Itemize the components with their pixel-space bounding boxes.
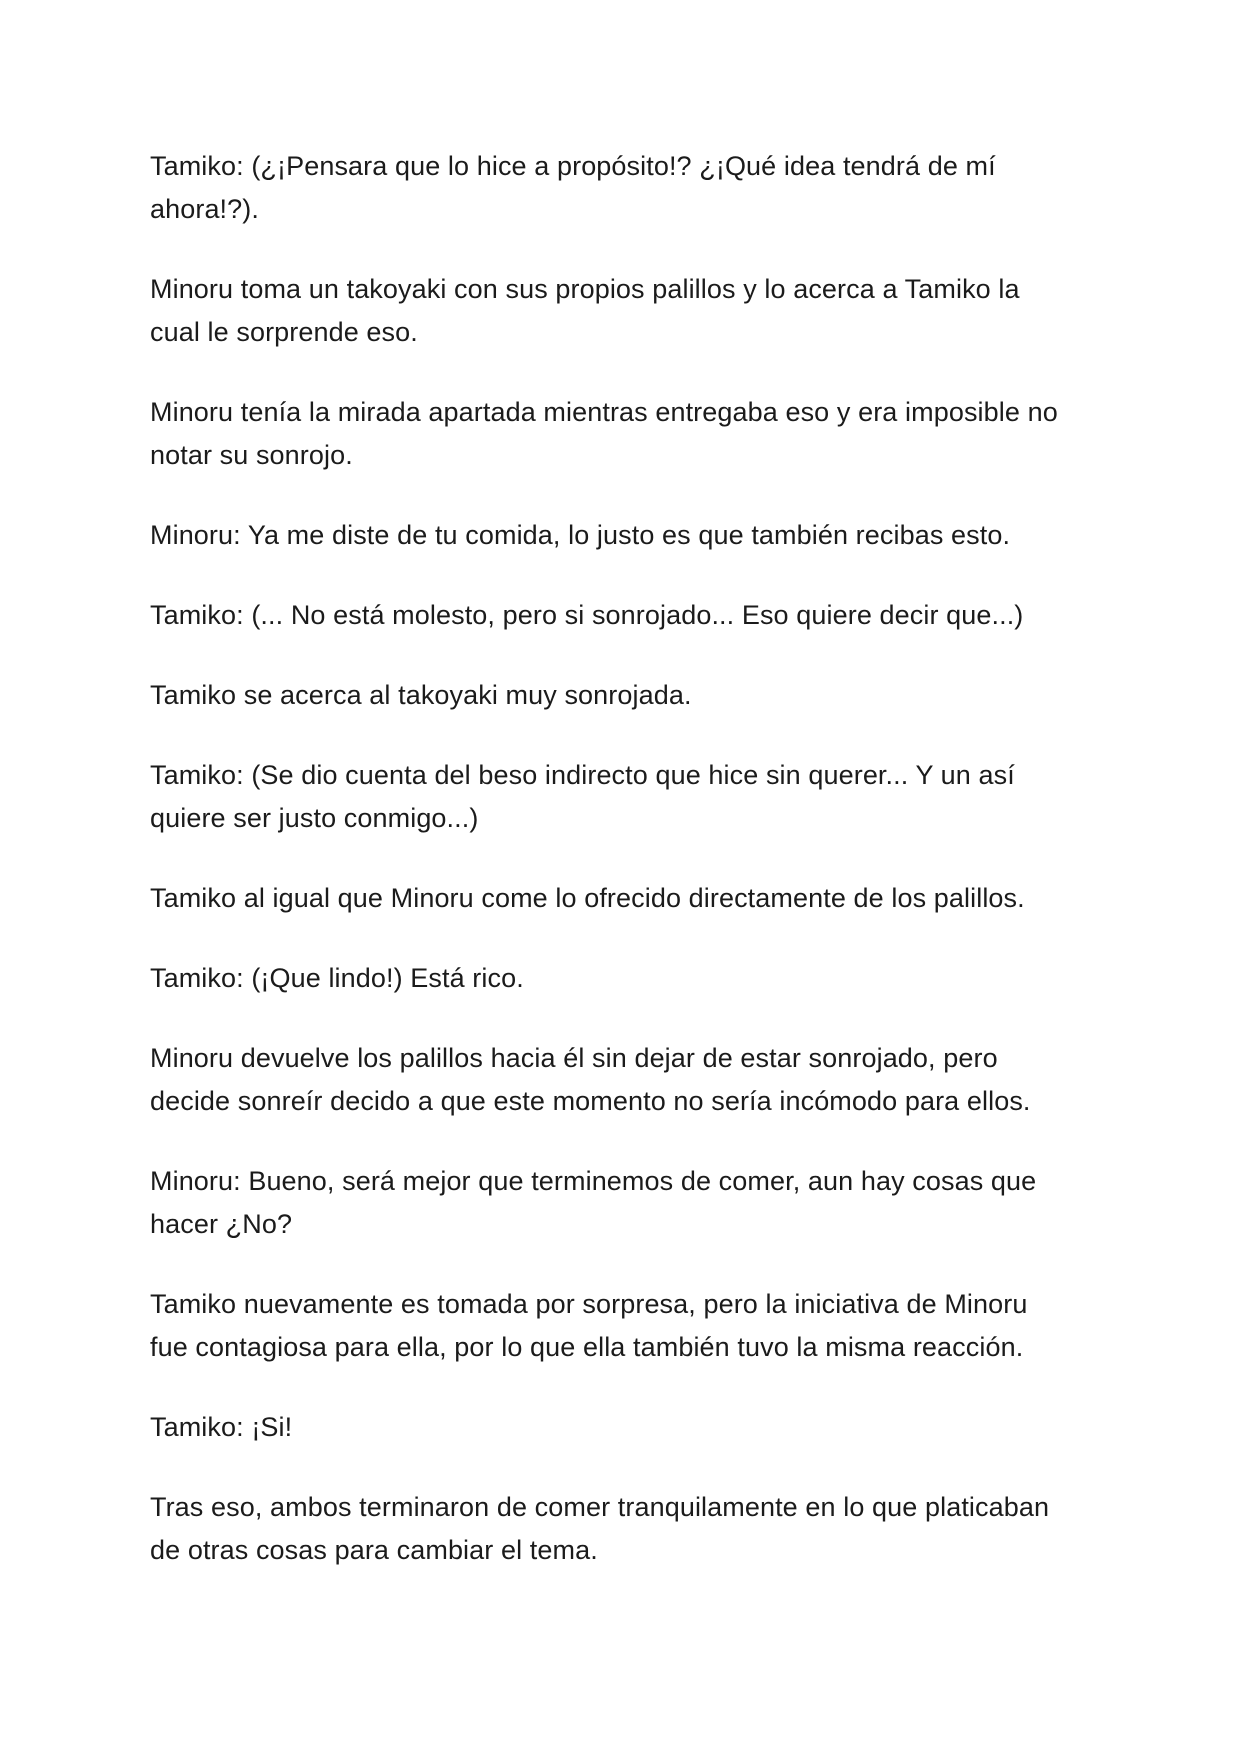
paragraph-9: Tamiko: (¡Que lindo!) Está rico.	[150, 963, 524, 993]
paragraph-14: Tras eso, ambos terminaron de comer tranquilamente en lo que platicaban de otras cosas para cambiar el tema.	[150, 1492, 1050, 1565]
paragraph-13: Tamiko: ¡Si!	[150, 1412, 293, 1442]
paragraph-7: Tamiko: (Se dio cuenta del beso indirecto que hice sin querer... Y un así quiere ser justo conmigo...)	[150, 760, 1015, 833]
paragraph-11: Minoru: Bueno, será mejor que terminemos de comer, aun hay cosas que hacer ¿No?	[150, 1166, 1037, 1239]
paragraph-3: Minoru tenía la mirada apartada mientras entregaba eso y era imposible no notar su sonrojo.	[150, 397, 1058, 470]
paragraph-8: Tamiko al igual que Minoru come lo ofrecido directamente de los palillos.	[150, 883, 1025, 913]
paragraph-2: Minoru toma un takoyaki con sus propios palillos y lo acerca a Tamiko la cual le sorprende eso.	[150, 274, 1020, 347]
paragraph-5: Tamiko: (... No está molesto, pero si sonrojado... Eso quiere decir que...)	[150, 600, 1024, 630]
paragraph-6: Tamiko se acerca al takoyaki muy sonrojada.	[150, 680, 692, 710]
document-body	[150, 145, 1100, 1609]
paragraph-1: Tamiko: (¿¡Pensara que lo hice a propósito!? ¿¡Qué idea tendrá de mí ahora!?).	[150, 151, 996, 224]
paragraph-10: Minoru devuelve los palillos hacia él sin dejar de estar sonrojado, pero decide sonreír decido a que este momento no sería incómodo para ellos.	[150, 1043, 1031, 1116]
paragraph-12: Tamiko nuevamente es tomada por sorpresa, pero la iniciativa de Minoru fue contagiosa para ella, por lo que ella también tuvo la misma reacción.	[150, 1289, 1028, 1362]
paragraph-4: Minoru: Ya me diste de tu comida, lo justo es que también recibas esto.	[150, 520, 1011, 550]
